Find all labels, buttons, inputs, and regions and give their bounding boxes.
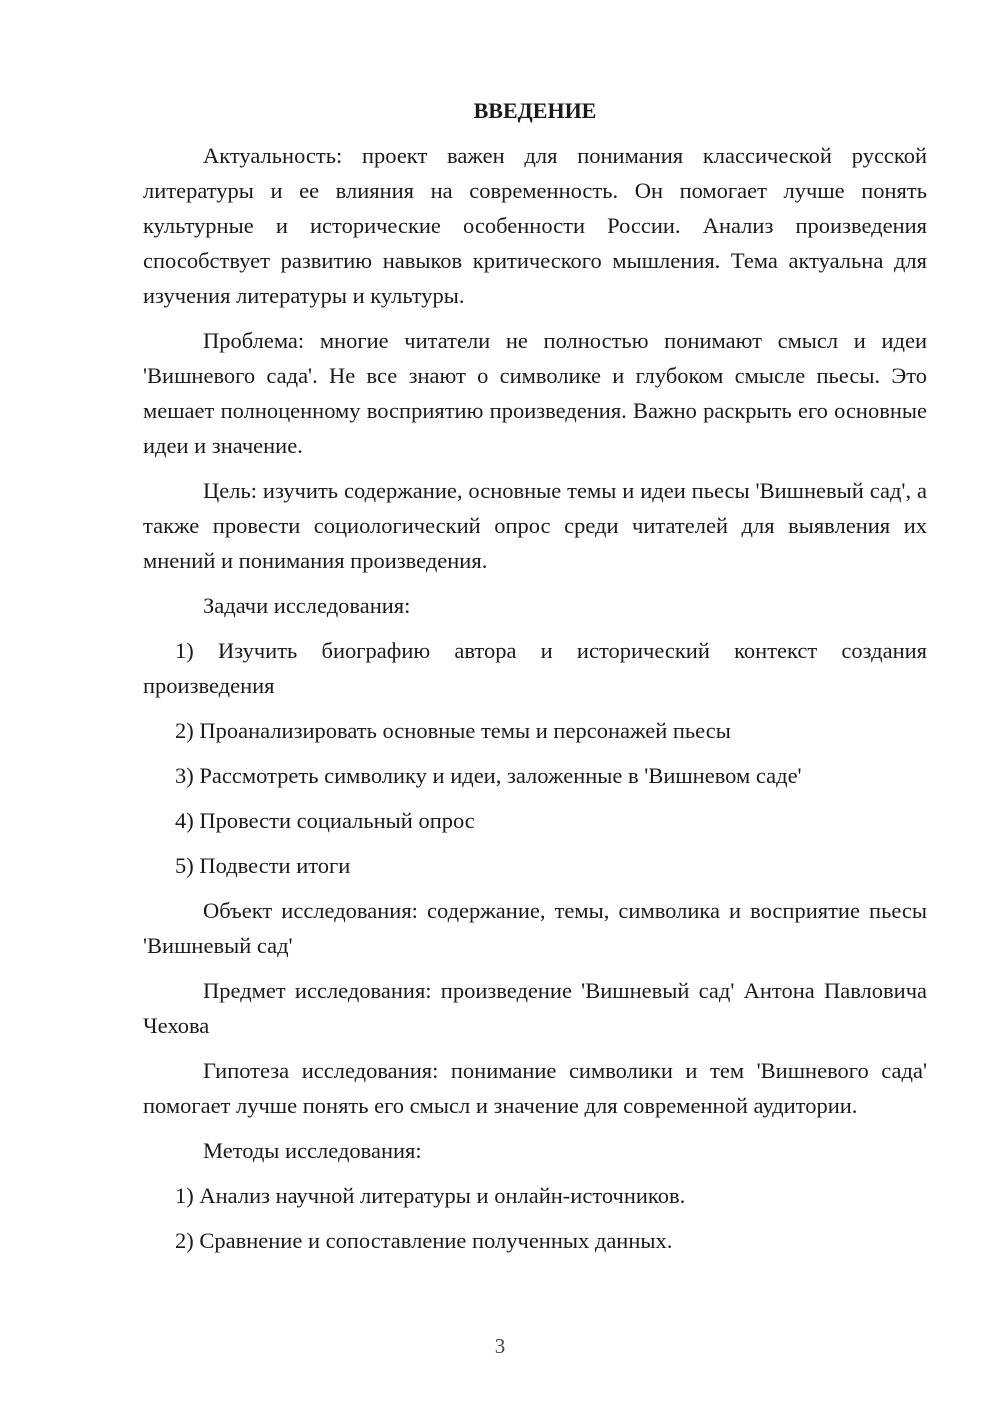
task-item: 5) Подвести итоги: [175, 853, 351, 878]
object-paragraph: Объект исследования: содержание, темы, символика и восприятие пьесы 'Вишневый сад': [143, 898, 927, 958]
subject-paragraph: Предмет исследования: произведение 'Вишневый сад' Антона Павловича Чехова: [143, 978, 927, 1038]
methods-heading: Методы исследования:: [203, 1138, 422, 1163]
problem-paragraph: Проблема: многие читатели не полностью понимают смысл и идеи 'Вишневого сада'. Не все знают о символике и глубоком смысле пьесы. Это мешает полноценному восприятию произведения. Важно раскрыть его основные идеи и значение.: [143, 328, 927, 458]
task-item: 1) Изучить биографию автора и исторический контекст создания произведения: [143, 638, 927, 698]
relevance-paragraph: Актуальность: проект важен для понимания классической русской литературы и ее влияния на современность. Он помогает лучше понять культурные и исторические особенности России. Анализ произведения способствует развитию навыков критического мышления. Тема актуальна для изучения литературы и культуры.: [143, 143, 927, 308]
task-item: 3) Рассмотреть символику и идеи, заложенные в 'Вишневом саде': [175, 763, 802, 788]
method-item: 1) Анализ научной литературы и онлайн-источников.: [175, 1183, 686, 1208]
document-page: [143, 96, 927, 1268]
hypothesis-paragraph: Гипотеза исследования: понимание символики и тем 'Вишневого сада' помогает лучше понять его смысл и значение для современной аудитории.: [143, 1058, 927, 1118]
task-item: 4) Провести социальный опрос: [175, 808, 475, 833]
page-number: 3: [494, 1334, 506, 1358]
method-item: 2) Сравнение и сопоставление полученных данных.: [175, 1228, 673, 1253]
task-item: 2) Проанализировать основные темы и персонажей пьесы: [175, 718, 731, 743]
goal-paragraph: Цель: изучить содержание, основные темы и идеи пьесы 'Вишневый сад', а также провести социологический опрос среди читателей для выявления их мнений и понимания произведения.: [143, 478, 927, 573]
section-title: ВВЕДЕНИЕ: [473, 98, 597, 123]
tasks-heading: Задачи исследования:: [203, 593, 411, 618]
